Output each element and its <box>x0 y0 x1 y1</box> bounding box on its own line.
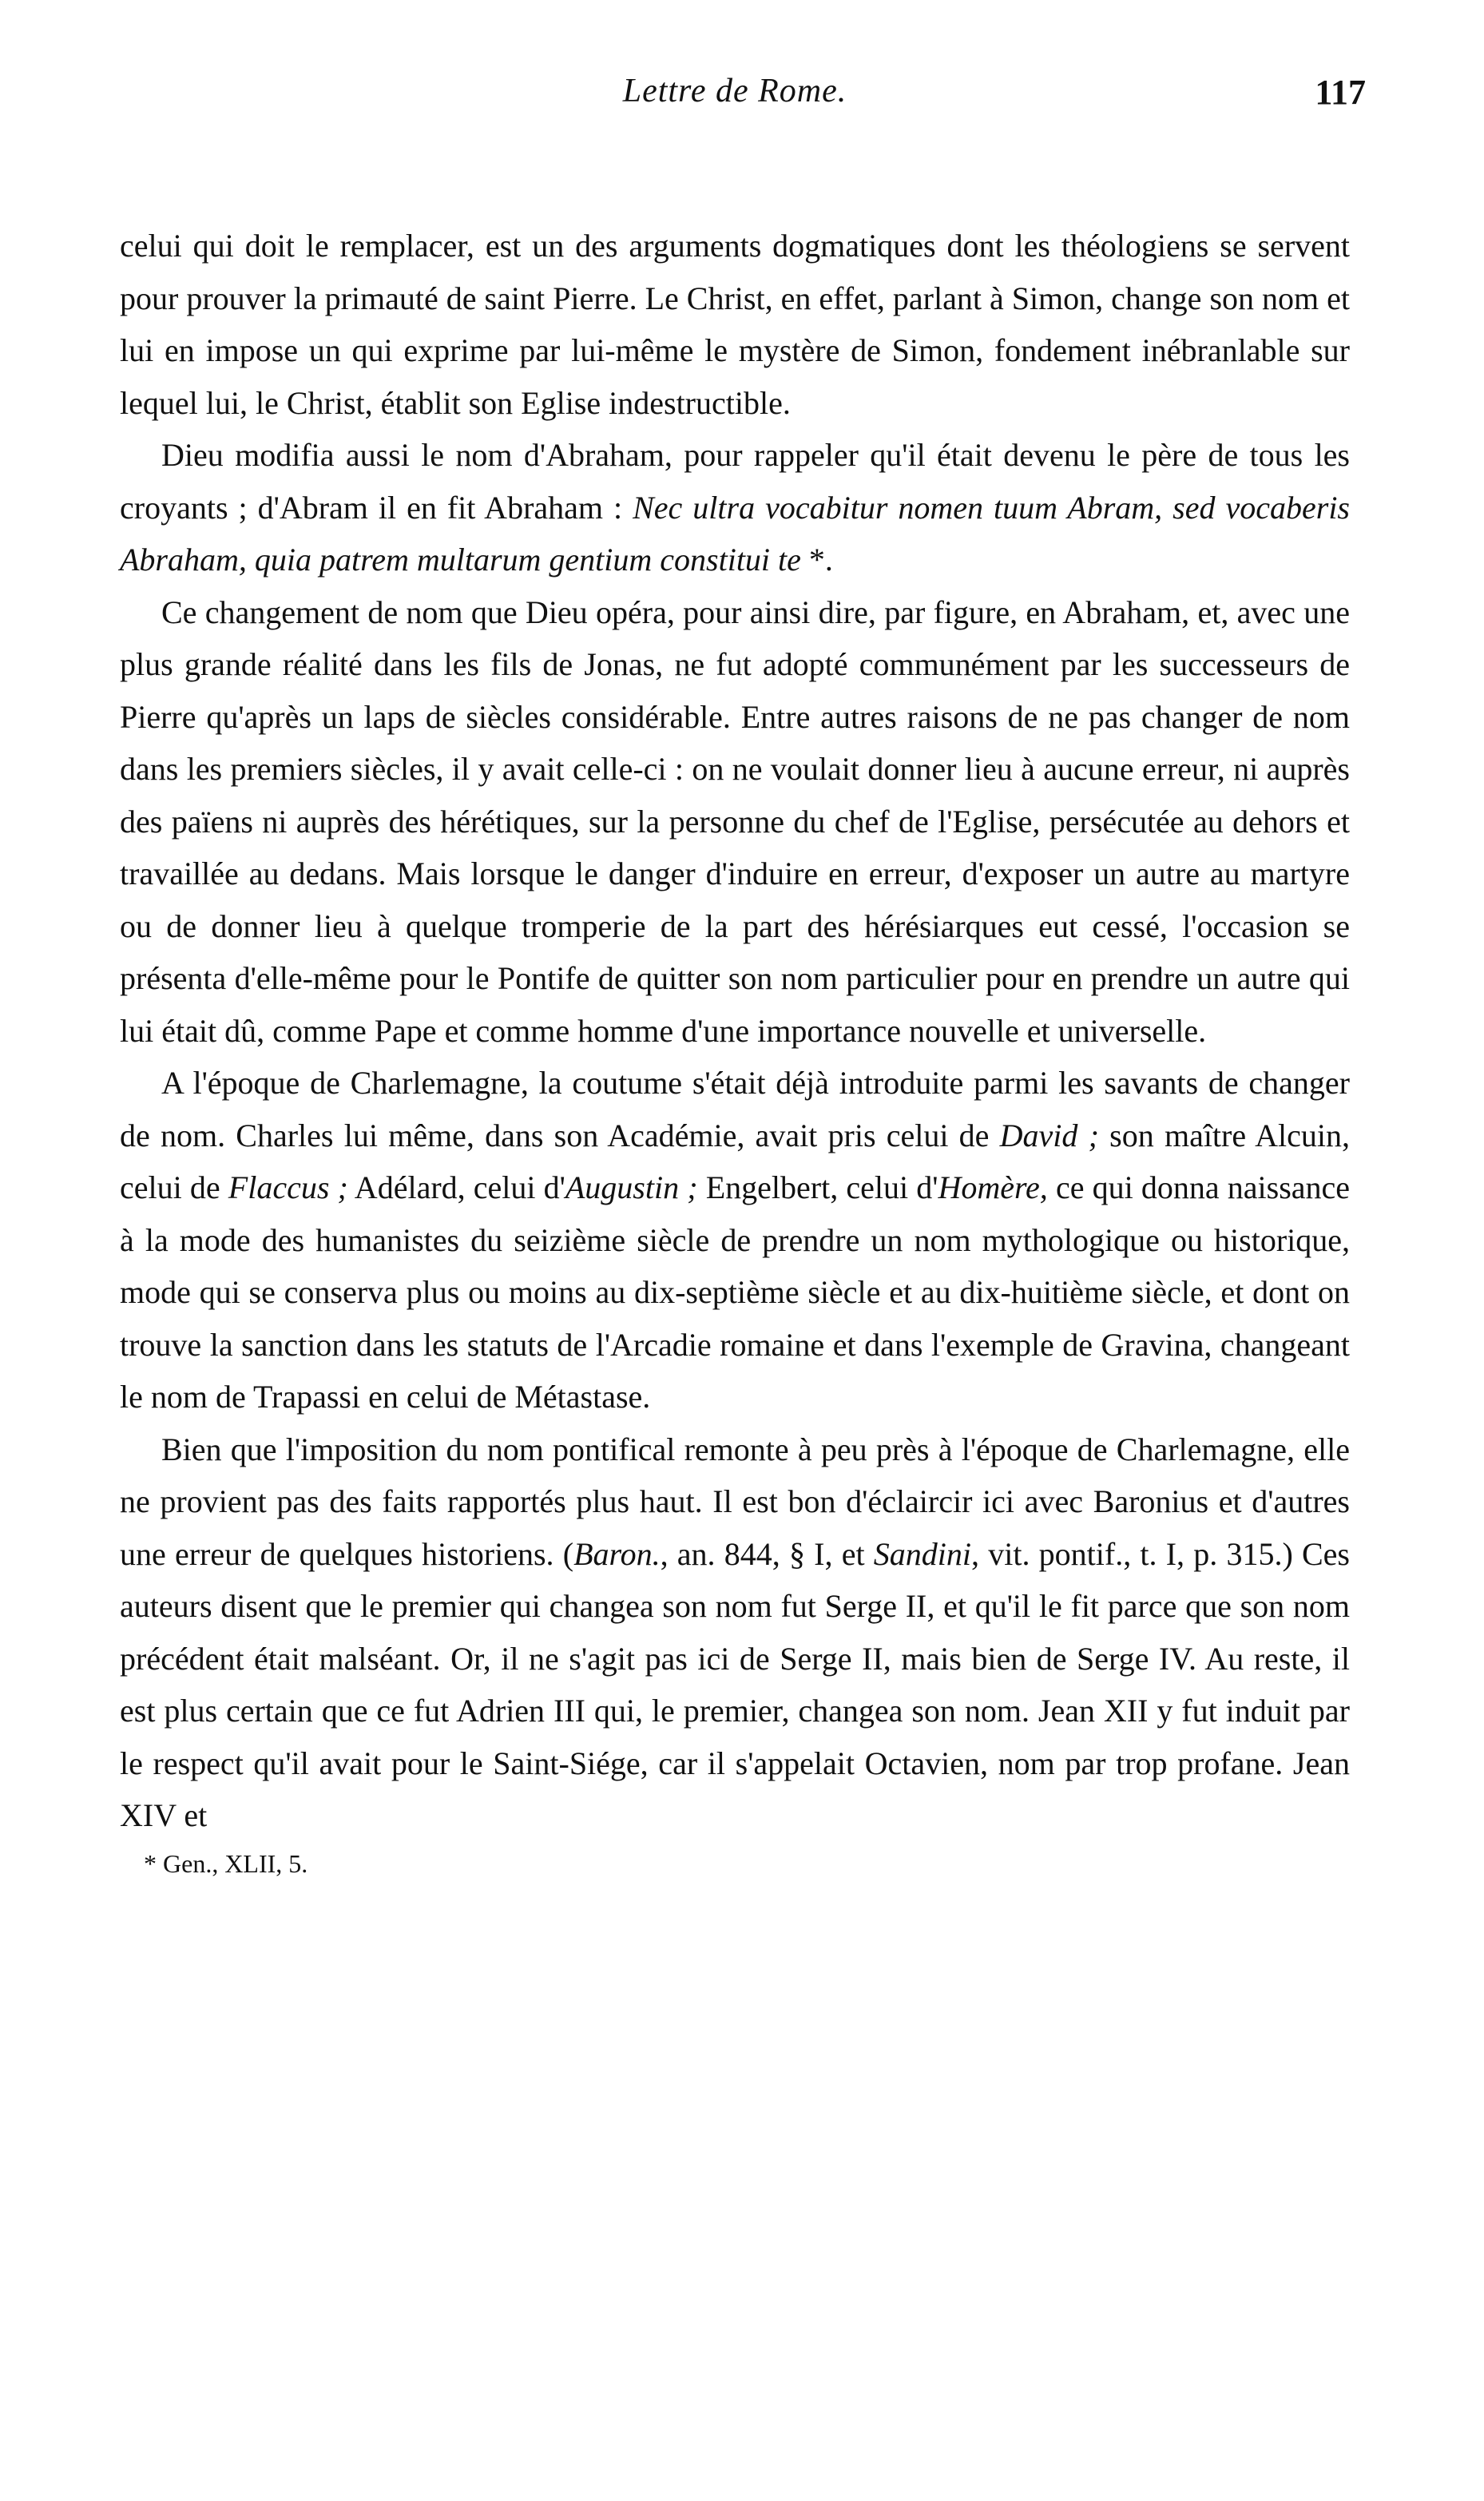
page-header <box>120 72 1366 128</box>
italic-text: Augustin ; <box>565 1169 698 1205</box>
text-run: Adélard, celui d' <box>347 1169 565 1205</box>
italic-text: Nec ultra vocabitur nomen tuum Abram, sed vocaberis Abraham, quia patrem multarum gentium constitui te <box>120 489 1350 578</box>
paragraph <box>120 220 1350 429</box>
italic-text: David ; <box>999 1117 1099 1153</box>
paragraph <box>120 586 1350 1058</box>
book-page <box>120 72 1366 2436</box>
page-body <box>120 220 1350 1884</box>
text-run: Ce changement de nom que Dieu opéra, pour ainsi dire, par figure, en Abraham, et, avec une plus grande réalité dans les fils de Jonas, ne fut adopté communément par les successeurs de Pierre qu'après un laps de siècles considérable. Entre autres raisons de ne pas changer de nom dans les premiers siècles, il y avait celle-ci : on ne voulait donner lieu à aucune erreur, ni auprès des païens ni auprès des hérétiques, sur la personne du chef de l'Eglise, persécutée au dehors et travaillée au dedans. Mais lorsque le danger d'induire en erreur, d'exposer un autre au martyre ou de donner lieu à quelque tromperie de la part des hérésiarques eut cessé, l'occasion se présenta d'elle-même pour le Pontife de quitter son nom particulier pour en prendre un autre qui lui était dû, comme Pape et comme homme d'une importance nouvelle et universelle. <box>120 593 1350 1049</box>
page-number: 117 <box>1315 73 1366 112</box>
text-run: son maître Alcuin, celui de <box>120 1117 1350 1205</box>
paragraph <box>120 429 1350 586</box>
text-run: , an. 844, § I, et <box>660 1535 874 1572</box>
running-title: Lettre de Rome. <box>622 73 847 109</box>
text-run: A l'époque de Charlemagne, la coutume s'était déjà introduite parmi les savants de changer de nom. Charles lui même, dans son Académie, avait pris celui de <box>120 1065 1350 1153</box>
text-run: ce qui donna naissance à la mode des humanistes du seizième siècle de prendre un nom mythologique ou historique, mode qui se conserva plus ou moins au dix-septième siècle et au dix-huitième siècle, et dont on trouve la sanction dans les statuts de l'Arcadie romaine et dans l'exemple de Gravina, changeant le nom de Trapassi en celui de Métastase. <box>120 1169 1351 1415</box>
italic-text: Sandini <box>873 1535 972 1572</box>
italic-text: Baron. <box>573 1535 661 1572</box>
text-run: Engelbert, celui d' <box>697 1169 938 1205</box>
paragraph <box>120 1423 1350 1842</box>
text-run: celui qui doit le remplacer, est un des arguments dogmatiques dont les théologiens se servent pour prouver la primauté de saint Pierre. Le Christ, en effet, parlant à Simon, change son nom et lui en impose un qui exprime par lui-même le mystère de Simon, fondement inébranlable sur lequel lui, le Christ, établit son Eglise indestructible. <box>120 228 1350 421</box>
text-run: , vit. pontif., t. I, p. 315.) Ces auteurs disent que le premier qui changea son nom fut Serge II, et qu'il le fit parce que son nom précédent était malséant. Or, il ne s'agit pas ici de Serge II, mais bien de Serge IV. Au reste, il est plus certain que ce fut Adrien III qui, le premier, changea son nom. Jean XII y fut induit par le respect qu'il avait pour le Saint-Siége, car il s'appelait Octavien, nom par trop profane. Jean XIV et <box>120 1535 1350 1833</box>
italic-text: Homère, <box>938 1169 1048 1205</box>
text-run: Dieu modifia aussi le nom d'Abraham, pour rappeler qu'il était devenu le père de tous les croyants ; d'Abram il en fit Abraham : <box>120 437 1350 526</box>
italic-text: Flaccus ; <box>228 1169 348 1205</box>
footnote: * Gen., XLII, 5. <box>144 1848 308 1878</box>
text-run: Bien que l'imposition du nom pontifical remonte à peu près à l'époque de Charlemagne, elle ne provient pas des faits rapportés plus haut. Il est bon d'éclaircir ici avec Baronius et d'autres une erreur de quelques historiens. ( <box>120 1431 1350 1572</box>
text-run: *. <box>800 542 833 578</box>
paragraph <box>120 1057 1350 1423</box>
